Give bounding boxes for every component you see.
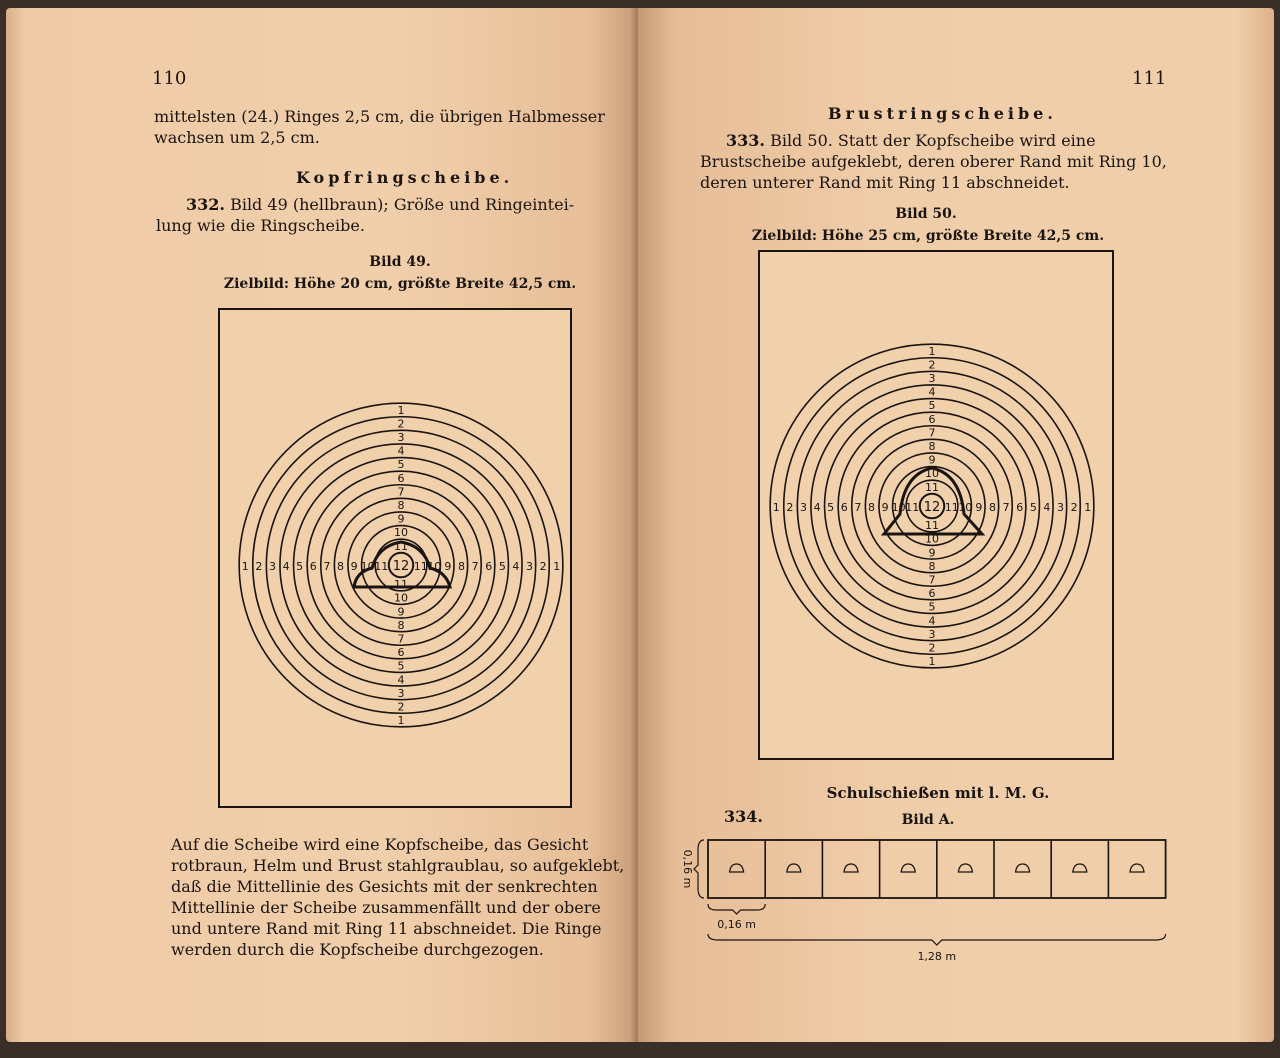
ring-number-label: 9 <box>928 453 936 467</box>
total-width-label: 1,28 m <box>917 950 957 963</box>
page-number: 111 <box>1132 68 1167 89</box>
ring-number-label: 1 <box>553 560 561 573</box>
strip-cell-figure <box>1130 864 1144 872</box>
text-line: Auf die Scheibe wird eine Kopfscheibe, das Gesicht <box>171 835 589 854</box>
ring-number-label: 12 <box>923 500 941 515</box>
page-number: 110 <box>152 68 187 89</box>
strip-cell-figure <box>787 864 801 872</box>
height-brace <box>694 840 704 898</box>
ring-number-label: 4 <box>1043 501 1051 514</box>
ring-number-label: 3 <box>526 560 534 573</box>
text-line: mittelsten (24.) Ringes 2,5 cm, die übrigen Halbmesser <box>154 107 605 126</box>
ring-number-label: 4 <box>397 673 405 687</box>
ring-number-label: 11 <box>925 519 939 533</box>
ring-number-label: 9 <box>397 605 405 619</box>
ring-number-label: 11 <box>944 501 959 514</box>
ring-number-label: 9 <box>350 560 358 573</box>
ring-number-label: 6 <box>1016 501 1024 514</box>
ring-number-label: 1 <box>241 560 249 573</box>
ring-number-label: 3 <box>268 560 276 573</box>
ring-number-label: 1 <box>772 501 780 514</box>
ring-target-diagram <box>220 310 570 806</box>
book-spread <box>6 0 1274 1050</box>
ring-number-label: 6 <box>397 646 405 660</box>
ring-number-label: 11 <box>394 578 408 592</box>
ring-number-label: 1 <box>928 344 936 358</box>
ring-number-label: 3 <box>799 501 807 514</box>
ring-number-label: 12 <box>392 559 410 574</box>
target-strip-diagram <box>666 832 1206 968</box>
figure-title: Bild A. <box>901 812 955 828</box>
figure-title: Bild 50. <box>895 206 957 222</box>
text-line: rotbraun, Helm und Brust stahlgraublau, so aufgeklebt, <box>171 856 625 875</box>
ring-number-label: 2 <box>539 560 547 573</box>
ring-number-label: 9 <box>881 501 889 514</box>
ring-number-label: 4 <box>813 501 821 514</box>
ring-number-label: 7 <box>397 485 405 499</box>
ring-number-label: 11 <box>905 501 920 514</box>
section-title: Kopfringscheibe. <box>296 168 514 187</box>
ring-number-label: 8 <box>458 560 466 573</box>
ring-number-label: 10 <box>925 532 939 546</box>
section-334-title: Schulschießen mit l. M. G. <box>826 784 1050 802</box>
text-line: wachsen um 2,5 cm. <box>154 128 320 147</box>
ring-number-label: 10 <box>925 467 939 481</box>
paragraph-line <box>726 130 1096 151</box>
paragraph-text: Bild 49 (hellbraun); Größe und Ringeintei- <box>230 195 575 214</box>
ring-number-label: 3 <box>928 371 936 385</box>
ring-number-label: 2 <box>928 358 936 372</box>
ring-number-label: 5 <box>498 560 506 573</box>
ring-number-label: 8 <box>397 498 405 512</box>
ring-number-label: 5 <box>296 560 304 573</box>
ring-number-label: 7 <box>928 426 936 440</box>
ring-number-label: 2 <box>397 700 405 714</box>
ring-number-label: 6 <box>928 412 936 426</box>
ring-number-label: 11 <box>413 560 428 573</box>
strip-cell-figure <box>958 864 972 872</box>
strip-cell-figure <box>1073 864 1087 872</box>
ring-number-label: 7 <box>1002 501 1010 514</box>
ring-number-label: 3 <box>928 627 936 641</box>
text-line: Mittellinie der Scheibe zusammenfällt und der obere <box>171 898 601 917</box>
ring-number-label: 8 <box>397 618 405 632</box>
text-line: werden durch die Kopfscheibe durchgezogen. <box>171 940 544 959</box>
ring-number-label: 10 <box>958 501 973 514</box>
figure-caption: Zielbild: Höhe 20 cm, größte Breite 42,5 cm. <box>223 276 577 292</box>
ring-number-label: 8 <box>928 559 936 573</box>
ring-number-label: 11 <box>394 539 408 553</box>
strip-cell-figure <box>901 864 915 872</box>
ring-number-label: 4 <box>512 560 520 573</box>
figure-title: Bild 49. <box>369 254 431 270</box>
ring-number-label: 2 <box>786 501 794 514</box>
text-line: und untere Rand mit Ring 11 abschneidet. Die Ringe <box>171 919 602 938</box>
ring-number-label: 6 <box>397 471 405 485</box>
ring-number-label: 4 <box>928 385 936 399</box>
text-line: daß die Mittellinie des Gesichts mit der senkrechten <box>171 877 598 896</box>
ring-number-label: 11 <box>374 560 389 573</box>
ring-number-label: 4 <box>397 444 405 458</box>
ring-number-label: 3 <box>1057 501 1065 514</box>
ring-number-label: 10 <box>394 526 408 540</box>
ring-number-label: 7 <box>323 560 331 573</box>
paragraph-line <box>186 194 574 215</box>
total-width-brace <box>708 934 1166 945</box>
ring-target-diagram <box>760 252 1112 758</box>
ring-number-label: 3 <box>397 430 405 444</box>
height-dimension-label: 0,16 m <box>681 849 694 889</box>
target-bild-50 <box>758 250 1114 760</box>
paragraph-number: 334. <box>724 807 763 826</box>
ring-number-label: 8 <box>336 560 344 573</box>
text-line: lung wie die Ringscheibe. <box>156 216 365 235</box>
left-page <box>6 8 638 1042</box>
ring-number-label: 1 <box>397 403 405 417</box>
ring-number-label: 6 <box>840 501 848 514</box>
ring-number-label: 6 <box>485 560 493 573</box>
ring-number-label: 1 <box>397 714 405 728</box>
ring-number-label: 2 <box>397 417 405 431</box>
cell-width-brace <box>708 904 765 914</box>
ring-number-label: 4 <box>928 614 936 628</box>
section-title: Brustringscheibe. <box>828 104 1057 123</box>
ring-number-label: 10 <box>360 560 375 573</box>
ring-number-label: 2 <box>928 641 936 655</box>
ring-number-label: 8 <box>989 501 997 514</box>
ring-number-label: 11 <box>925 480 939 494</box>
ring-number-label: 6 <box>309 560 317 573</box>
ring-number-label: 10 <box>394 591 408 605</box>
ring-number-label: 7 <box>397 632 405 646</box>
ring-number-label: 5 <box>827 501 835 514</box>
ring-number-label: 5 <box>928 399 936 413</box>
strip-cell-figure <box>730 864 744 872</box>
ring-number-label: 8 <box>867 501 875 514</box>
ring-number-label: 5 <box>928 600 936 614</box>
text-line: deren unterer Rand mit Ring 11 abschneidet. <box>700 173 1070 192</box>
paragraph-text: Bild 50. Statt der Kopfscheibe wird eine <box>770 131 1096 150</box>
paragraph-number: 332. <box>186 195 225 214</box>
ring-number-label: 5 <box>397 458 405 472</box>
ring-number-label: 9 <box>444 560 452 573</box>
ring-number-label: 7 <box>854 501 862 514</box>
ring-number-label: 8 <box>928 439 936 453</box>
ring-number-label: 7 <box>928 573 936 587</box>
ring-number-label: 9 <box>397 512 405 526</box>
ring-number-label: 9 <box>975 501 983 514</box>
ring-number-label: 5 <box>397 659 405 673</box>
ring-number-label: 10 <box>427 560 442 573</box>
ring-number-label: 10 <box>891 501 906 514</box>
ring-number-label: 4 <box>282 560 290 573</box>
text-line: Brustscheibe aufgeklebt, deren oberer Rand mit Ring 10, <box>700 152 1167 171</box>
ring-number-label: 2 <box>255 560 263 573</box>
figure-caption: Zielbild: Höhe 25 cm, größte Breite 42,5 cm. <box>751 228 1105 244</box>
target-bild-49 <box>218 308 572 808</box>
ring-number-label: 3 <box>397 686 405 700</box>
ring-number-label: 2 <box>1070 501 1078 514</box>
strip-cell-figure <box>1016 864 1030 872</box>
right-page <box>638 8 1274 1042</box>
ring-number-label: 1 <box>1084 501 1092 514</box>
ring-number-label: 5 <box>1029 501 1037 514</box>
ring-number-label: 1 <box>928 655 936 669</box>
paragraph-number: 333. <box>726 131 765 150</box>
strip-cell-figure <box>844 864 858 872</box>
cell-width-label: 0,16 m <box>717 918 756 931</box>
ring-number-label: 7 <box>471 560 479 573</box>
ring-number-label: 6 <box>928 587 936 601</box>
ring-number-label: 9 <box>928 546 936 560</box>
